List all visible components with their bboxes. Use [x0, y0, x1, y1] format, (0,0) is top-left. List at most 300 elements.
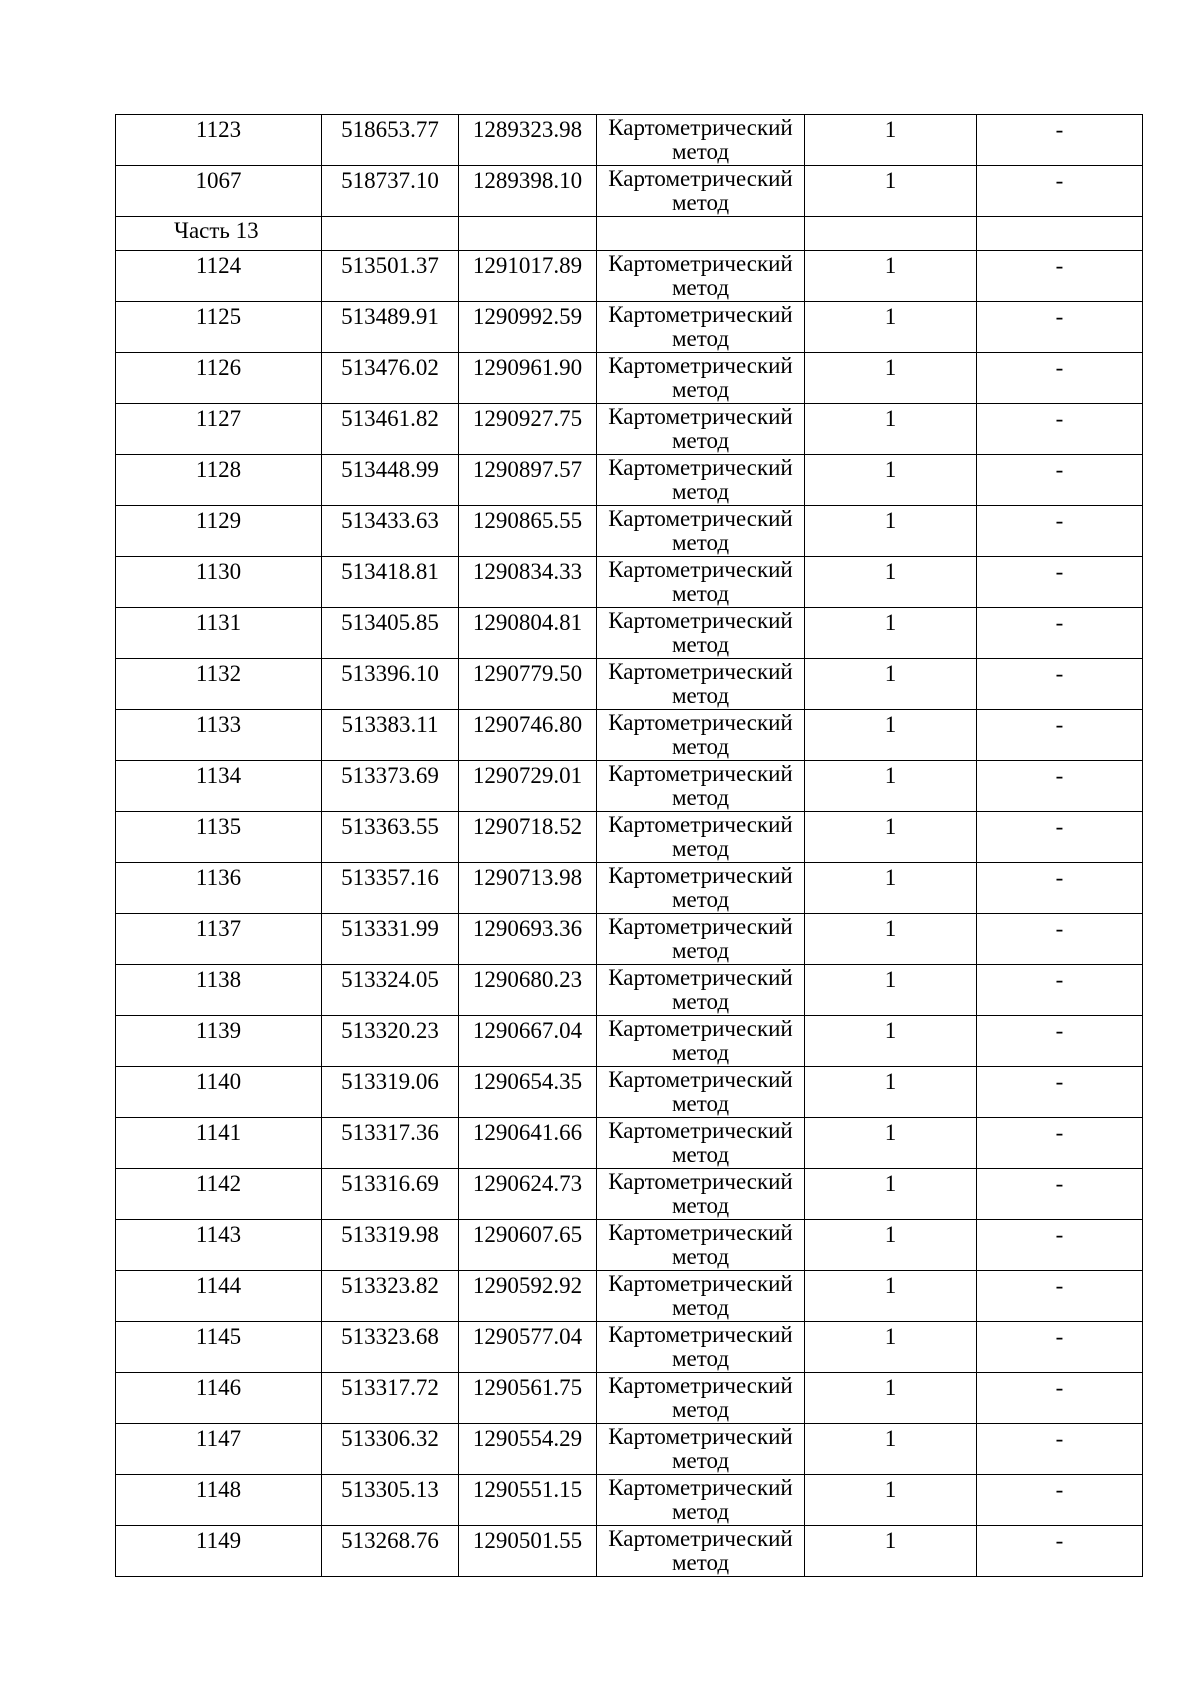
point-number-cell-text: 1142: [195, 1171, 242, 1196]
accuracy-cell: [805, 1016, 977, 1067]
x-coordinate-cell: [322, 1067, 459, 1118]
note-cell: [977, 1016, 1143, 1067]
point-number-cell: [116, 863, 322, 914]
x-coordinate-cell-text: 513418.81: [341, 559, 439, 584]
x-coordinate-cell: [322, 812, 459, 863]
note-cell-text: -: [1055, 559, 1064, 584]
note-cell-text: -: [1055, 661, 1064, 686]
x-coordinate-cell-text: 513433.63: [341, 508, 439, 533]
method-cell: [597, 353, 805, 404]
method-cell-text: Картометрический метод: [608, 1016, 793, 1065]
y-coordinate-cell-text: 1290746.80: [472, 712, 583, 737]
table-row: [116, 115, 1143, 166]
y-coordinate-cell: [459, 166, 597, 217]
x-coordinate-cell: [322, 1220, 459, 1271]
x-coordinate-cell-text: 513489.91: [341, 304, 439, 329]
point-number-cell-text: 1123: [195, 117, 242, 142]
note-cell: [977, 608, 1143, 659]
table-row: [116, 1067, 1143, 1118]
point-number-cell-text: 1147: [195, 1426, 242, 1451]
table-row: [116, 1526, 1143, 1577]
y-coordinate-cell: [459, 404, 597, 455]
note-cell-text: -: [1055, 865, 1064, 890]
note-cell: [977, 1118, 1143, 1169]
x-coordinate-cell: [322, 914, 459, 965]
empty-cell: [322, 217, 459, 251]
empty-cell: [597, 217, 805, 251]
method-cell: [597, 115, 805, 166]
note-cell-text: -: [1055, 253, 1064, 278]
note-cell-text: -: [1055, 457, 1064, 482]
y-coordinate-cell-text: 1290680.23: [472, 967, 583, 992]
method-cell: [597, 914, 805, 965]
y-coordinate-cell: [459, 506, 597, 557]
note-cell: [977, 1271, 1143, 1322]
accuracy-cell: [805, 115, 977, 166]
accuracy-cell: [805, 557, 977, 608]
method-cell-text: Картометрический метод: [608, 557, 793, 606]
x-coordinate-cell-text: 513448.99: [341, 457, 439, 482]
table-row: [116, 710, 1143, 761]
x-coordinate-cell: [322, 761, 459, 812]
table-row: [116, 1373, 1143, 1424]
y-coordinate-cell-text: 1290577.04: [472, 1324, 583, 1349]
method-cell: [597, 812, 805, 863]
note-cell: [977, 1424, 1143, 1475]
y-coordinate-cell: [459, 1067, 597, 1118]
point-number-cell-text: 1126: [195, 355, 242, 380]
point-number-cell-text: 1129: [195, 508, 242, 533]
x-coordinate-cell-text: 513305.13: [341, 1477, 439, 1502]
accuracy-cell-text: 1: [884, 1528, 897, 1553]
y-coordinate-cell: [459, 115, 597, 166]
accuracy-cell-text: 1: [884, 763, 897, 788]
y-coordinate-cell-text: 1289323.98: [472, 117, 583, 142]
x-coordinate-cell: [322, 863, 459, 914]
note-cell: [977, 1475, 1143, 1526]
accuracy-cell: [805, 1373, 977, 1424]
method-cell: [597, 965, 805, 1016]
method-cell-text: Картометрический метод: [608, 1424, 793, 1473]
note-cell: [977, 812, 1143, 863]
y-coordinate-cell-text: 1290641.66: [472, 1120, 583, 1145]
note-cell-text: -: [1055, 1477, 1064, 1502]
accuracy-cell: [805, 761, 977, 812]
accuracy-cell: [805, 353, 977, 404]
method-cell: [597, 1016, 805, 1067]
y-coordinate-cell-text: 1290729.01: [472, 763, 583, 788]
x-coordinate-cell: [322, 557, 459, 608]
method-cell-text: Картометрический метод: [608, 761, 793, 810]
accuracy-cell-text: 1: [884, 304, 897, 329]
accuracy-cell-text: 1: [884, 1426, 897, 1451]
point-number-cell-text: 1133: [195, 712, 242, 737]
x-coordinate-cell: [322, 1016, 459, 1067]
point-number-cell-text: 1145: [195, 1324, 242, 1349]
method-cell: [597, 404, 805, 455]
method-cell-text: Картометрический метод: [608, 1271, 793, 1320]
note-cell-text: -: [1055, 1222, 1064, 1247]
x-coordinate-cell-text: 513357.16: [341, 865, 439, 890]
point-number-cell-text: 1144: [195, 1273, 242, 1298]
x-coordinate-cell-text: 513461.82: [341, 406, 439, 431]
table-row: [116, 1220, 1143, 1271]
x-coordinate-cell-text: 513396.10: [341, 661, 439, 686]
note-cell: [977, 455, 1143, 506]
y-coordinate-cell-text: 1290992.59: [472, 304, 583, 329]
method-cell: [597, 455, 805, 506]
method-cell-text: Картометрический метод: [608, 710, 793, 759]
y-coordinate-cell: [459, 761, 597, 812]
y-coordinate-cell-text: 1290713.98: [472, 865, 583, 890]
coordinates-table: [115, 114, 1143, 1577]
accuracy-cell: [805, 302, 977, 353]
y-coordinate-cell-text: 1290779.50: [472, 661, 583, 686]
y-coordinate-cell: [459, 1220, 597, 1271]
accuracy-cell: [805, 506, 977, 557]
note-cell: [977, 914, 1143, 965]
note-cell: [977, 353, 1143, 404]
note-cell: [977, 404, 1143, 455]
x-coordinate-cell: [322, 251, 459, 302]
point-number-cell-text: 1124: [195, 253, 242, 278]
table-row: [116, 1016, 1143, 1067]
note-cell: [977, 965, 1143, 1016]
x-coordinate-cell-text: 513320.23: [341, 1018, 439, 1043]
note-cell: [977, 1373, 1143, 1424]
point-number-cell: [116, 353, 322, 404]
accuracy-cell-text: 1: [884, 1018, 897, 1043]
method-cell-text: Картометрический метод: [608, 166, 793, 215]
accuracy-cell: [805, 404, 977, 455]
y-coordinate-cell-text: 1290718.52: [472, 814, 583, 839]
accuracy-cell: [805, 1169, 977, 1220]
table-row: [116, 863, 1143, 914]
point-number-cell: [116, 1220, 322, 1271]
point-number-cell-text: 1138: [195, 967, 242, 992]
method-cell: [597, 557, 805, 608]
y-coordinate-cell-text: 1290927.75: [472, 406, 583, 431]
table-row: [116, 812, 1143, 863]
accuracy-cell: [805, 914, 977, 965]
note-cell-text: -: [1055, 916, 1064, 941]
point-number-cell-text: 1131: [195, 610, 242, 635]
method-cell-text: Картометрический метод: [608, 1118, 793, 1167]
method-cell: [597, 1526, 805, 1577]
point-number-cell: [116, 166, 322, 217]
method-cell-text: Картометрический метод: [608, 965, 793, 1014]
point-number-cell: [116, 404, 322, 455]
method-cell: [597, 608, 805, 659]
note-cell: [977, 659, 1143, 710]
accuracy-cell: [805, 1322, 977, 1373]
note-cell-text: -: [1055, 117, 1064, 142]
accuracy-cell-text: 1: [884, 610, 897, 635]
method-cell: [597, 1271, 805, 1322]
x-coordinate-cell: [322, 710, 459, 761]
method-cell-text: Картометрический метод: [608, 404, 793, 453]
accuracy-cell: [805, 1067, 977, 1118]
x-coordinate-cell-text: 513319.98: [341, 1222, 439, 1247]
table-row: [116, 404, 1143, 455]
point-number-cell: [116, 1169, 322, 1220]
note-cell: [977, 1067, 1143, 1118]
table-row: [116, 914, 1143, 965]
method-cell: [597, 659, 805, 710]
point-number-cell-text: 1143: [195, 1222, 242, 1247]
method-cell: [597, 302, 805, 353]
accuracy-cell: [805, 251, 977, 302]
accuracy-cell-text: 1: [884, 168, 897, 193]
y-coordinate-cell-text: 1290667.04: [472, 1018, 583, 1043]
table-row: [116, 557, 1143, 608]
table-row: [116, 1271, 1143, 1322]
x-coordinate-cell-text: 513405.85: [341, 610, 439, 635]
section-row: [116, 217, 1143, 251]
y-coordinate-cell: [459, 812, 597, 863]
method-cell-text: Картометрический метод: [608, 1220, 793, 1269]
method-cell-text: Картометрический метод: [608, 1067, 793, 1116]
accuracy-cell-text: 1: [884, 967, 897, 992]
accuracy-cell: [805, 1526, 977, 1577]
point-number-cell-text: 1130: [195, 559, 242, 584]
empty-cell: [977, 217, 1143, 251]
point-number-cell: [116, 1016, 322, 1067]
point-number-cell: [116, 965, 322, 1016]
y-coordinate-cell: [459, 659, 597, 710]
note-cell: [977, 1169, 1143, 1220]
point-number-cell: [116, 1067, 322, 1118]
point-number-cell: [116, 557, 322, 608]
table-row: [116, 659, 1143, 710]
x-coordinate-cell: [322, 1271, 459, 1322]
accuracy-cell-text: 1: [884, 559, 897, 584]
point-number-cell: [116, 506, 322, 557]
accuracy-cell: [805, 608, 977, 659]
accuracy-cell-text: 1: [884, 406, 897, 431]
accuracy-cell: [805, 455, 977, 506]
point-number-cell: [116, 1526, 322, 1577]
accuracy-cell: [805, 1118, 977, 1169]
point-number-cell: [116, 1322, 322, 1373]
point-number-cell-text: 1127: [195, 406, 242, 431]
y-coordinate-cell: [459, 302, 597, 353]
y-coordinate-cell: [459, 914, 597, 965]
y-coordinate-cell: [459, 1373, 597, 1424]
accuracy-cell: [805, 1271, 977, 1322]
point-number-cell-text: 1146: [195, 1375, 242, 1400]
accuracy-cell-text: 1: [884, 1171, 897, 1196]
table-row: [116, 965, 1143, 1016]
note-cell-text: -: [1055, 508, 1064, 533]
point-number-cell-text: 1140: [195, 1069, 242, 1094]
note-cell-text: -: [1055, 304, 1064, 329]
accuracy-cell-text: 1: [884, 508, 897, 533]
note-cell: [977, 166, 1143, 217]
accuracy-cell: [805, 863, 977, 914]
accuracy-cell: [805, 965, 977, 1016]
point-number-cell: [116, 659, 322, 710]
point-number-cell: [116, 812, 322, 863]
point-number-cell-text: 1139: [195, 1018, 242, 1043]
y-coordinate-cell: [459, 1271, 597, 1322]
x-coordinate-cell-text: 513317.72: [341, 1375, 439, 1400]
x-coordinate-cell: [322, 1118, 459, 1169]
y-coordinate-cell: [459, 1016, 597, 1067]
x-coordinate-cell-text: 513316.69: [341, 1171, 439, 1196]
accuracy-cell-text: 1: [884, 1120, 897, 1145]
x-coordinate-cell-text: 513317.36: [341, 1120, 439, 1145]
accuracy-cell-text: 1: [884, 355, 897, 380]
note-cell-text: -: [1055, 1375, 1064, 1400]
table-row: [116, 1322, 1143, 1373]
x-coordinate-cell: [322, 353, 459, 404]
note-cell-text: -: [1055, 168, 1064, 193]
point-number-cell: [116, 251, 322, 302]
method-cell-text: Картометрический метод: [608, 115, 793, 164]
x-coordinate-cell-text: 518737.10: [341, 168, 439, 193]
table-row: [116, 761, 1143, 812]
method-cell-text: Картометрический метод: [608, 353, 793, 402]
x-coordinate-cell: [322, 506, 459, 557]
table-row: [116, 1169, 1143, 1220]
point-number-cell-text: 1148: [195, 1477, 242, 1502]
point-number-cell-text: 1136: [195, 865, 242, 890]
method-cell-text: Картометрический метод: [608, 863, 793, 912]
x-coordinate-cell: [322, 115, 459, 166]
point-number-cell: [116, 455, 322, 506]
method-cell: [597, 1220, 805, 1271]
table-row: [116, 1475, 1143, 1526]
accuracy-cell-text: 1: [884, 253, 897, 278]
y-coordinate-cell-text: 1290961.90: [472, 355, 583, 380]
note-cell-text: -: [1055, 1273, 1064, 1298]
method-cell: [597, 1118, 805, 1169]
accuracy-cell-text: 1: [884, 1273, 897, 1298]
method-cell: [597, 506, 805, 557]
accuracy-cell-text: 1: [884, 1069, 897, 1094]
point-number-cell-text: 1149: [195, 1528, 242, 1553]
y-coordinate-cell-text: 1290551.15: [472, 1477, 583, 1502]
method-cell-text: Картометрический метод: [608, 608, 793, 657]
point-number-cell: [116, 115, 322, 166]
method-cell-text: Картометрический метод: [608, 302, 793, 351]
point-number-cell: [116, 710, 322, 761]
point-number-cell: [116, 608, 322, 659]
y-coordinate-cell-text: 1290804.81: [472, 610, 583, 635]
method-cell: [597, 1169, 805, 1220]
point-number-cell: [116, 914, 322, 965]
y-coordinate-cell: [459, 251, 597, 302]
empty-cell: [805, 217, 977, 251]
point-number-cell: [116, 1424, 322, 1475]
y-coordinate-cell-text: 1290501.55: [472, 1528, 583, 1553]
note-cell-text: -: [1055, 1171, 1064, 1196]
note-cell: [977, 115, 1143, 166]
note-cell-text: -: [1055, 1018, 1064, 1043]
note-cell: [977, 863, 1143, 914]
method-cell-text: Картометрический метод: [608, 455, 793, 504]
method-cell-text: Картометрический метод: [608, 1475, 793, 1524]
accuracy-cell: [805, 1424, 977, 1475]
point-number-cell: [116, 1271, 322, 1322]
accuracy-cell-text: 1: [884, 865, 897, 890]
x-coordinate-cell: [322, 302, 459, 353]
table-row: [116, 455, 1143, 506]
note-cell: [977, 761, 1143, 812]
y-coordinate-cell-text: 1290624.73: [472, 1171, 583, 1196]
note-cell: [977, 506, 1143, 557]
x-coordinate-cell-text: 518653.77: [341, 117, 439, 142]
y-coordinate-cell: [459, 1424, 597, 1475]
method-cell-text: Картометрический метод: [608, 251, 793, 300]
x-coordinate-cell: [322, 608, 459, 659]
x-coordinate-cell: [322, 1475, 459, 1526]
method-cell-text: Картометрический метод: [608, 1322, 793, 1371]
method-cell-text: Картометрический метод: [608, 659, 793, 708]
coordinates-table-body: [116, 115, 1143, 1577]
method-cell: [597, 761, 805, 812]
table-row: [116, 166, 1143, 217]
note-cell: [977, 710, 1143, 761]
point-number-cell: [116, 1118, 322, 1169]
note-cell: [977, 302, 1143, 353]
point-number-cell-text: 1067: [195, 168, 242, 193]
table-row: [116, 353, 1143, 404]
y-coordinate-cell-text: 1290897.57: [472, 457, 583, 482]
note-cell-text: -: [1055, 355, 1064, 380]
y-coordinate-cell: [459, 455, 597, 506]
accuracy-cell: [805, 166, 977, 217]
y-coordinate-cell: [459, 608, 597, 659]
y-coordinate-cell: [459, 863, 597, 914]
note-cell-text: -: [1055, 1120, 1064, 1145]
x-coordinate-cell: [322, 455, 459, 506]
x-coordinate-cell: [322, 166, 459, 217]
method-cell: [597, 710, 805, 761]
x-coordinate-cell: [322, 1373, 459, 1424]
note-cell: [977, 251, 1143, 302]
y-coordinate-cell: [459, 965, 597, 1016]
point-number-cell: [116, 1475, 322, 1526]
method-cell-text: Картометрический метод: [608, 812, 793, 861]
y-coordinate-cell-text: 1290865.55: [472, 508, 583, 533]
accuracy-cell: [805, 659, 977, 710]
x-coordinate-cell-text: 513268.76: [341, 1528, 439, 1553]
y-coordinate-cell-text: 1290834.33: [472, 559, 583, 584]
accuracy-cell-text: 1: [884, 814, 897, 839]
note-cell-text: -: [1055, 814, 1064, 839]
note-cell-text: -: [1055, 1324, 1064, 1349]
x-coordinate-cell-text: 513383.11: [341, 712, 439, 737]
accuracy-cell-text: 1: [884, 1324, 897, 1349]
note-cell-text: -: [1055, 1528, 1064, 1553]
section-label: Часть 13: [174, 218, 259, 243]
note-cell: [977, 1220, 1143, 1271]
point-number-cell-text: 1137: [195, 916, 242, 941]
method-cell-text: Картометрический метод: [608, 1169, 793, 1218]
x-coordinate-cell: [322, 1424, 459, 1475]
x-coordinate-cell: [322, 1169, 459, 1220]
x-coordinate-cell-text: 513476.02: [341, 355, 439, 380]
y-coordinate-cell: [459, 710, 597, 761]
x-coordinate-cell: [322, 659, 459, 710]
note-cell-text: -: [1055, 610, 1064, 635]
table-row: [116, 506, 1143, 557]
y-coordinate-cell-text: 1290607.65: [472, 1222, 583, 1247]
table-row: [116, 1118, 1143, 1169]
method-cell: [597, 1373, 805, 1424]
